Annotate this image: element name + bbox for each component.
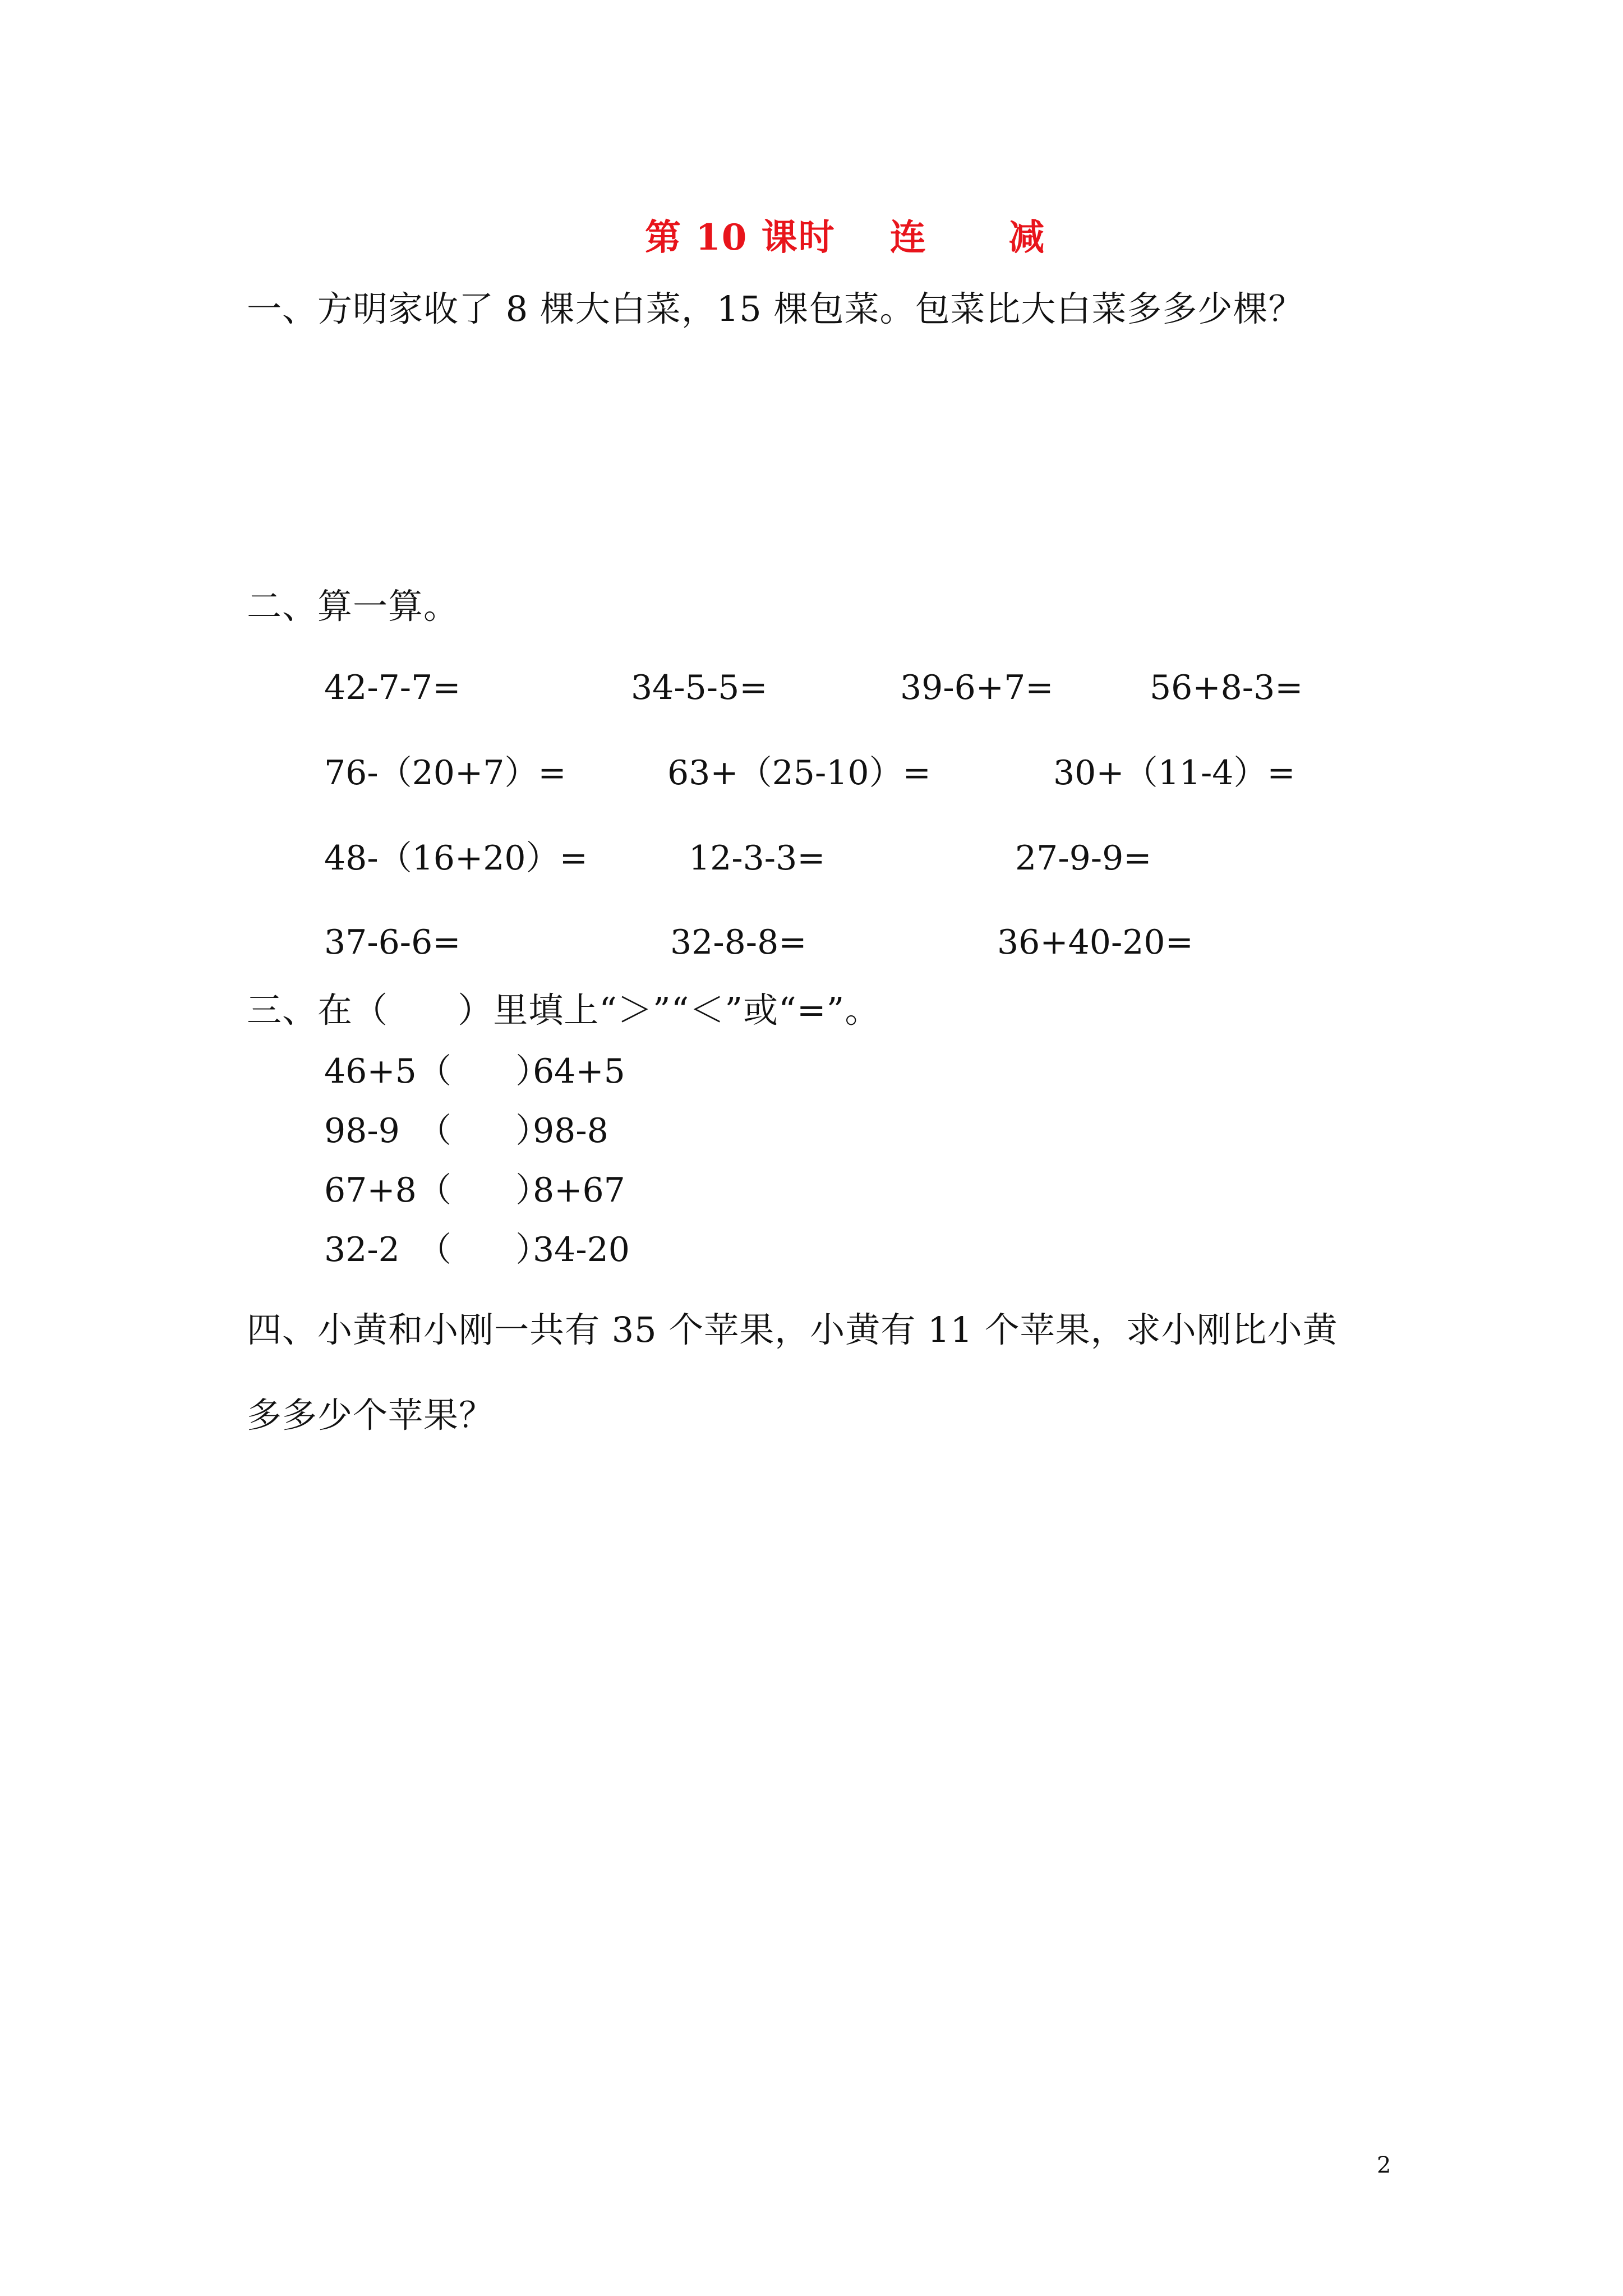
expression: 76-（20+7）=: [324, 753, 566, 793]
comparison-left: 46+5: [324, 1052, 417, 1091]
expression: 12-3-3=: [689, 839, 826, 878]
expression: 39-6+7=: [900, 668, 1054, 707]
comparison-blank: （ ）: [418, 1230, 550, 1269]
comparison-right: 8+67: [533, 1171, 625, 1210]
expression: 34-5-5=: [631, 668, 768, 707]
comparison-right: 34-20: [533, 1230, 630, 1269]
comparison-right: 98-8: [533, 1111, 608, 1151]
comparison-blank: （ ）: [418, 1052, 550, 1091]
comparison-right: 64+5: [533, 1052, 625, 1091]
expression: 42-7-7=: [324, 668, 461, 707]
question-4-line-1: 四、小黄和小刚一共有 35 个苹果，小黄有 11 个苹果，求小刚比小黄: [247, 1309, 1338, 1350]
page-number: 2: [1377, 2152, 1391, 2178]
comparison-left: 67+8: [324, 1171, 417, 1210]
expression: 56+8-3=: [1150, 668, 1303, 707]
expression: 32-8-8=: [670, 923, 807, 962]
question-4-line-2: 多多少个苹果？: [247, 1395, 495, 1435]
expression: 27-9-9=: [1015, 839, 1152, 878]
comparison-blank: （ ）: [418, 1111, 550, 1151]
expression: 37-6-6=: [324, 923, 461, 962]
question-1: 一、方明家收了 8 棵大白菜，15 棵包菜。包菜比大白菜多多少棵？: [247, 288, 1304, 329]
expression: 48-（16+20）=: [324, 839, 588, 878]
comparison-left: 98-9: [324, 1111, 400, 1151]
expression: 30+（11-4）=: [1053, 753, 1295, 793]
page-title: 第 10 课时 连 减: [645, 217, 1046, 259]
question-2-heading: 二、算一算。: [247, 586, 459, 627]
comparison-left: 32-2: [324, 1230, 400, 1269]
question-3-heading: 三、在（ ）里填上“＞”“＜”或“=”。: [247, 990, 880, 1030]
expression: 36+40-20=: [997, 923, 1193, 962]
expression: 63+（25-10）=: [667, 753, 931, 793]
comparison-blank: （ ）: [418, 1171, 550, 1210]
